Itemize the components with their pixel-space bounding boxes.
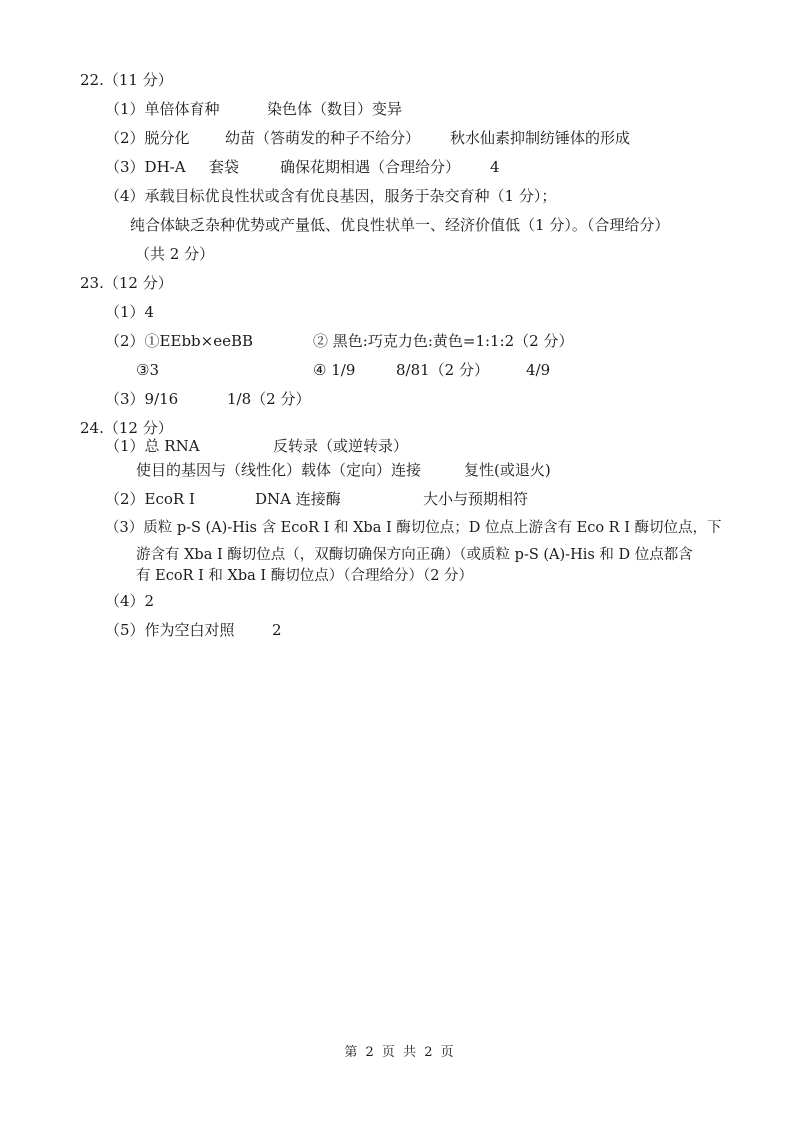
q22-part1	[105, 99, 705, 119]
q22-part2	[105, 128, 755, 148]
q24-part4: （4）2	[105, 592, 155, 610]
q22-part4-line2: 纯合体缺乏杂种优势或产量低、优良性状单一、经济价值低（1 分）。（合理给分）	[130, 216, 670, 234]
q23-part2-line1	[105, 331, 705, 351]
q22-part3	[105, 157, 705, 177]
q22-part1-answer-b: 染色体（数目）变异	[267, 100, 403, 118]
q24-part1-answer-d: 复性(或退火)	[464, 461, 551, 479]
q22-part4-line3: （共 2 分）	[135, 245, 215, 263]
q23-part2-answer-f: 4/9	[526, 361, 551, 379]
q24-part2-answer-b: DNA 连接酶	[255, 490, 341, 508]
q22-header: 22.（11 分）	[80, 71, 173, 89]
q23-part2-answer-c: ③3	[136, 361, 159, 379]
q23-part2-answer-a: （2）①EEbb×eeBB	[105, 332, 254, 350]
q23-header: 23.（12 分）	[80, 274, 173, 292]
q22-part1-answer-a: （1）单倍体育种	[105, 100, 220, 118]
q24-part1-line2	[136, 460, 736, 480]
q23-part2-answer-b: ② 黑色:巧克力色:黄色=1:1:2（2 分）	[313, 332, 574, 350]
q24-part2-answer-c: 大小与预期相符	[423, 490, 529, 508]
q24-part3-line3: 有 EcoR I 和 Xba I 酶切位点）（合理给分）（2 分）	[136, 568, 474, 584]
q23-part2-answer-e: 8/81（2 分）	[396, 361, 489, 379]
q24-part2-answer-a: （2）EcoR I	[105, 490, 195, 508]
q23-part1: （1）4	[105, 303, 155, 321]
q24-part5-answer-b: 2	[272, 621, 282, 639]
q23-part3	[105, 389, 505, 409]
q22-part2-answer-a: （2）脱分化	[105, 129, 190, 147]
q22-part3-answer-a: （3）DH-A	[105, 158, 186, 176]
q23-part2-line2	[136, 360, 736, 380]
q22-part3-answer-d: 4	[490, 158, 500, 176]
q22-part3-answer-b: 套袋	[209, 158, 240, 176]
q24-part5	[105, 620, 505, 640]
q24-part1-answer-c: 使目的基因与（线性化）载体（定向）连接	[136, 461, 422, 479]
q23-part3-answer-a: （3）9/16	[105, 390, 179, 408]
q22-part2-answer-c: 秋水仙素抑制纺锤体的形成	[450, 129, 631, 147]
q24-part1-answer-b: 反转录（或逆转录）	[273, 437, 409, 455]
q23-part2-answer-d: ④ 1/9	[313, 361, 356, 379]
q24-part2	[105, 489, 705, 509]
q22-part3-answer-c: 确保花期相遇（合理给分）	[280, 158, 461, 176]
q24-part1-line1	[105, 436, 705, 456]
q24-part3-line1: （3）质粒 p-S (A)-His 含 EcoR I 和 Xba I 酶切位点；D 位点上游含有 Eco R I 酶切位点，下	[105, 520, 722, 536]
q24-header: 24.（12 分）	[80, 419, 173, 437]
q24-part5-answer-a: （5）作为空白对照	[105, 621, 235, 639]
q24-part3-line2: 游含有 Xba I 酶切位点（，双酶切确保方向正确）（或质粒 p-S (A)-His 和 D 位点都含	[136, 547, 693, 563]
q23-part3-answer-b: 1/8（2 分）	[227, 390, 311, 408]
q22-part4-line1: （4）承载目标优良性状或含有优良基因，服务于杂交育种（1 分）；	[105, 187, 557, 205]
q24-part1-answer-a: （1）总 RNA	[105, 437, 200, 455]
page-footer: 第 2 页 共 2 页	[344, 1045, 456, 1060]
q22-part2-answer-b: 幼苗（答萌发的种子不给分）	[225, 129, 421, 147]
